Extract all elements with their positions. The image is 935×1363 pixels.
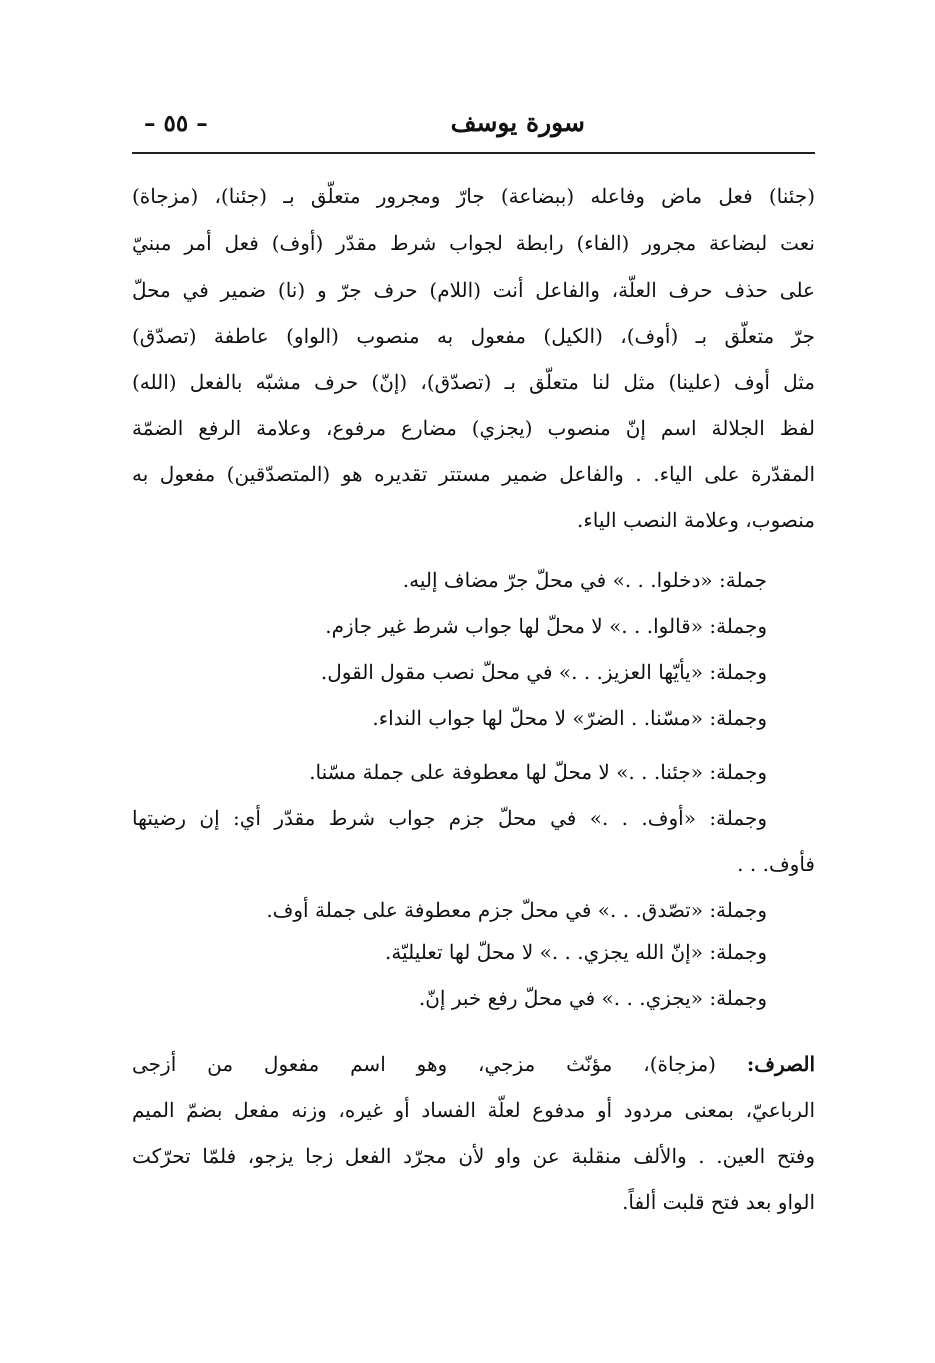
sarf-first-line: (مزجاة)، مؤنّث مزجي، وهو اسم مفعول من أزجى bbox=[132, 1052, 716, 1076]
page-number: – ٥٥ – bbox=[144, 110, 208, 137]
header-divider bbox=[132, 152, 815, 154]
text-line: مثل أوف (علينا) مثل لنا متعلّق بـ (تصدّق)، (إنّ) حرف مشبّه بالفعل (الله) bbox=[132, 370, 815, 394]
text-line: المقدّرة على الياء. . والفاعل ضمير مستتر تقديره هو (المتصدّقين) مفعول به bbox=[132, 462, 815, 486]
text-line bbox=[132, 1052, 815, 1076]
list-item: جملة: «دخلوا. . .» في محلّ جرّ مضاف إليه. bbox=[402, 568, 767, 592]
list-item: وجملة: «إنّ الله يجزي. . .» لا محلّ لها تعليليّة. bbox=[384, 940, 767, 964]
text-line: وفتح العين. . والألف منقلبة عن واو لأن مجرّد الفعل زجا يزجو، فلمّا تحرّكت bbox=[132, 1144, 815, 1168]
list-item: وجملة: «أوف. . .» في محلّ جزم جواب شرط مقدّر أي: إن رضيتها bbox=[132, 806, 767, 830]
list-item-continuation: فأوف. . . bbox=[737, 852, 815, 876]
list-item: وجملة: «تصّدق. . .» في محلّ جزم معطوفة على جملة أوف. bbox=[266, 898, 767, 922]
page-header bbox=[132, 104, 815, 150]
sarf-label: الصرف: bbox=[746, 1052, 816, 1076]
text-line: لفظ الجلالة اسم إنّ منصوب (يجزي) مضارع مرفوع، وعلامة الرفع الضمّة bbox=[132, 416, 815, 440]
list-item: وجملة: «قالوا. . .» لا محلّ لها جواب شرط غير جازم. bbox=[325, 614, 767, 638]
text-line: جرّ متعلّق بـ (أوف)، (الكيل) مفعول به منصوب (الواو) عاطفة (تصدّق) bbox=[132, 324, 815, 348]
list-item: وجملة: «يجزي. . .» في محلّ رفع خبر إنّ. bbox=[418, 986, 767, 1010]
text-line: منصوب، وعلامة النصب الياء. bbox=[577, 508, 815, 532]
text-line: (جئنا) فعل ماض وفاعله (ببضاعة) جارّ ومجرور متعلّق بـ (جئنا)، (مزجاة) bbox=[132, 184, 815, 208]
text-line: نعت لبضاعة مجرور (الفاء) رابطة لجواب شرط مقدّر (أوف) فعل أمر مبنيّ bbox=[132, 231, 815, 255]
list-item: وجملة: «جئنا. . .» لا محلّ لها معطوفة على جملة مسّنا. bbox=[309, 760, 767, 784]
text-line: الواو بعد فتح قلبت ألفاً. bbox=[622, 1190, 815, 1214]
list-item: وجملة: «يأيّها العزيز. . .» في محلّ نصب مقول القول. bbox=[320, 660, 767, 684]
surah-title: سورة يوسف bbox=[450, 108, 585, 137]
text-line: على حذف حرف العلّة، والفاعل أنت (اللام) حرف جرّ و (نا) ضمير في محلّ bbox=[132, 278, 815, 302]
text-line: الرباعيّ، بمعنى مردود أو مدفوع لعلّة الفساد أو غيره، وزنه مفعل بضمّ الميم bbox=[132, 1098, 815, 1122]
list-item: وجملة: «مسّنا. . الضرّ» لا محلّ لها جواب النداء. bbox=[372, 706, 767, 730]
